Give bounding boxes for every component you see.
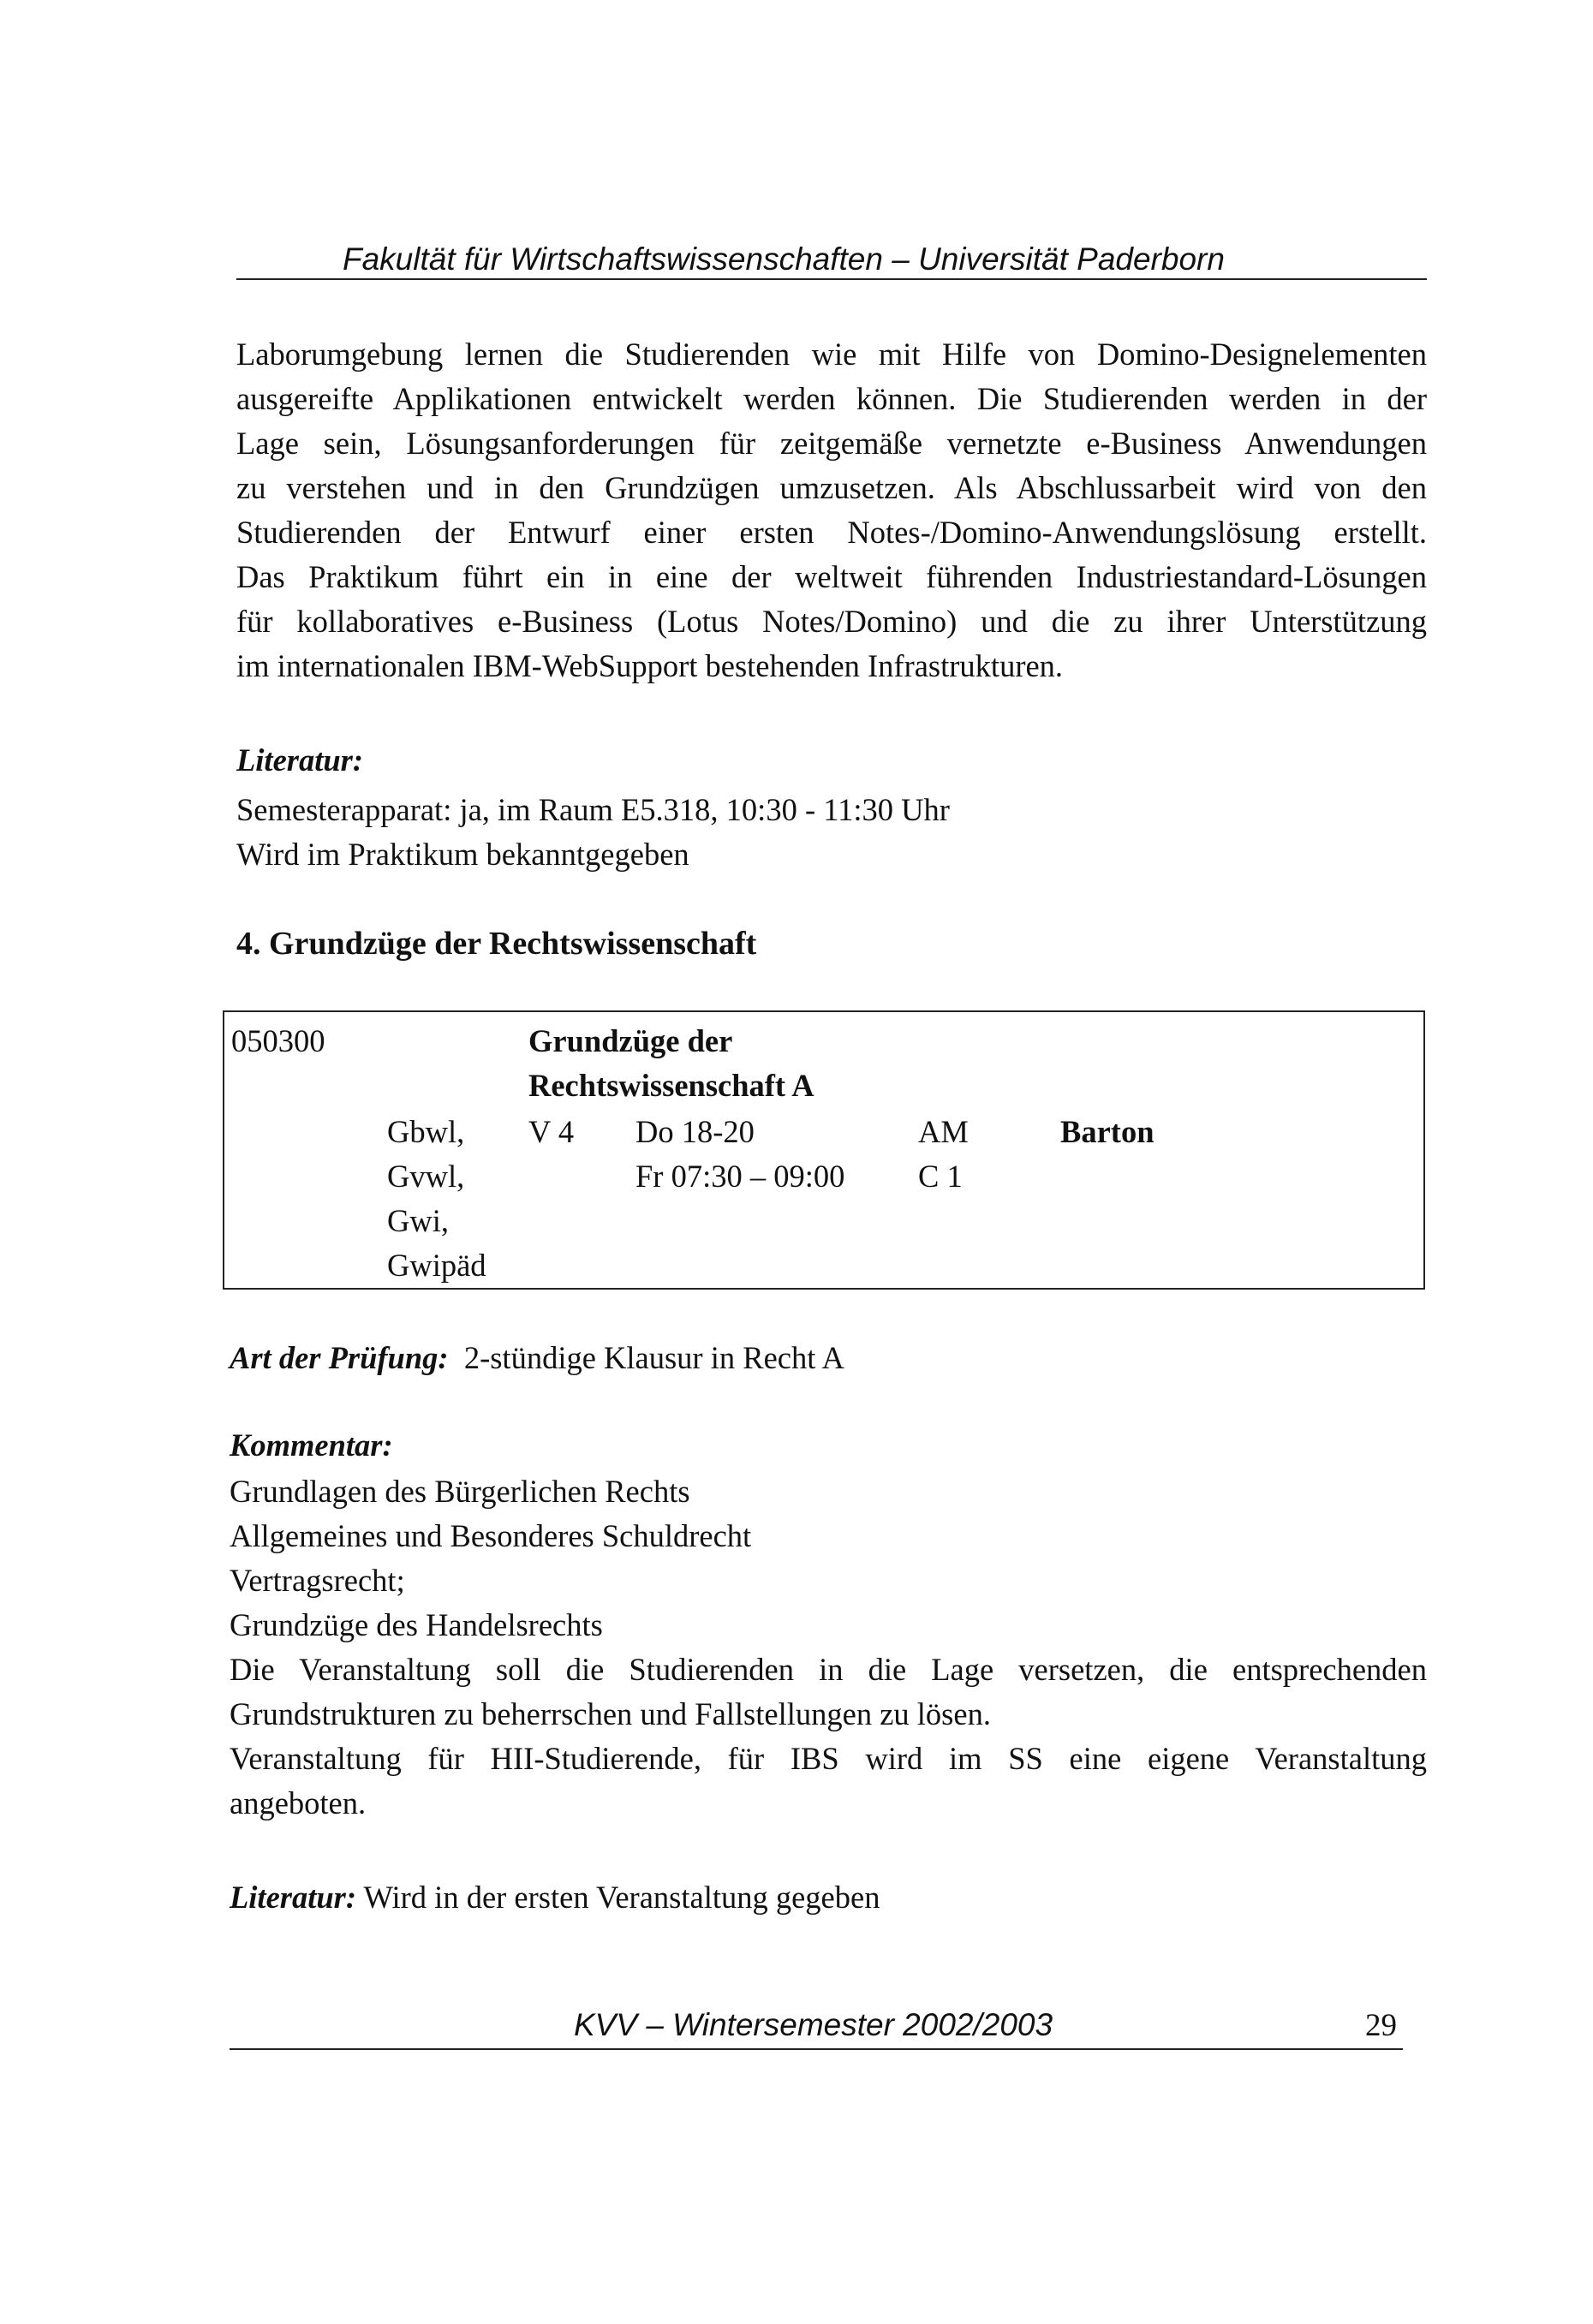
course-title: Rechtswissenschaft A — [528, 1068, 814, 1103]
intro-line: im internationalen IBM-WebSupport bestehenden Infrastrukturen. — [236, 648, 1064, 683]
kommentar-line: angeboten. — [230, 1785, 367, 1820]
literatur-line: Semesterapparat: ja, im Raum E5.318, 10:30 - 11:30 Uhr — [236, 792, 950, 827]
course-program: Gwipäd — [387, 1248, 486, 1283]
footer-rule — [230, 2048, 1403, 2050]
intro-paragraph — [236, 332, 1427, 688]
intro-line: Lage sein, Lösungsanforderungen für zeitgemäße vernetzte e-Business Anwendungen — [236, 426, 1427, 461]
literatur2-value: Wird in der ersten Veranstaltung gegeben — [363, 1880, 880, 1915]
course-program: Gvwl, — [387, 1159, 465, 1194]
literatur-label: Literatur: — [236, 742, 364, 778]
literatur-line: Wird im Praktikum bekanntgegeben — [236, 837, 689, 872]
page-number: 29 — [1365, 2008, 1397, 2043]
kommentar-line: Allgemeines und Besonderes Schuldrecht — [230, 1518, 752, 1553]
kommentar-label: Kommentar: — [230, 1427, 393, 1463]
kommentar-paragraph — [230, 1648, 1427, 1826]
kommentar-line: Grundzüge des Handelsrechts — [230, 1607, 603, 1642]
course-room: AM — [918, 1114, 969, 1149]
kommentar-line: Grundlagen des Bürgerlichen Rechts — [230, 1474, 690, 1509]
course-number: 050300 — [231, 1023, 325, 1058]
literatur2-line — [230, 1875, 880, 1920]
exam-line — [230, 1336, 844, 1380]
kommentar-line: Die Veranstaltung soll die Studierenden in die Lage versetzen, die entsprechenden — [230, 1652, 1427, 1687]
course-time: Fr 07:30 – 09:00 — [635, 1159, 845, 1194]
intro-line: Das Praktikum führt ein in eine der weltweit führenden Industriestandard-Lösungen — [236, 559, 1427, 594]
intro-line: zu verstehen und in den Grundzügen umzusetzen. Als Abschlussarbeit wird von den — [236, 470, 1427, 505]
intro-line: ausgereifte Applikationen entwickelt werden können. Die Studierenden werden in der — [236, 381, 1427, 416]
course-time: Do 18-20 — [635, 1114, 755, 1149]
kommentar-line: Grundstrukturen zu beherrschen und Fallstellungen zu lösen. — [230, 1696, 991, 1731]
course-table — [223, 1010, 1425, 1290]
course-type: V 4 — [528, 1114, 575, 1149]
course-lecturer: Barton — [1060, 1114, 1154, 1149]
course-program: Gwi, — [387, 1203, 449, 1238]
exam-label: Art der Prüfung: — [230, 1340, 449, 1375]
page-header: Fakultät für Wirtschaftswissenschaften – Universität Paderborn — [343, 241, 1225, 277]
intro-line: für kollaboratives e-Business (Lotus Notes/Domino) und die zu ihrer Unterstützung — [236, 604, 1427, 639]
intro-line: Studierenden der Entwurf einer ersten Notes-/Domino-Anwendungslösung erstellt. — [236, 515, 1427, 550]
course-program: Gbwl, — [387, 1114, 465, 1149]
course-title: Grundzüge der — [528, 1023, 733, 1058]
section-heading: 4. Grundzüge der Rechtswissenschaft — [236, 926, 757, 962]
exam-value: 2-stündige Klausur in Recht A — [463, 1340, 844, 1375]
course-room: C 1 — [918, 1159, 963, 1194]
page-footer: KVV – Wintersemester 2002/2003 — [574, 2007, 1053, 2042]
kommentar-line: Veranstaltung für HII-Studierende, für IBS wird im SS eine eigene Veranstaltung — [230, 1741, 1427, 1776]
intro-line: Laborumgebung lernen die Studierenden wie mit Hilfe von Domino-Designelementen — [236, 337, 1427, 372]
literatur2-label: Literatur: — [230, 1880, 357, 1915]
kommentar-line: Vertragsrecht; — [230, 1563, 405, 1598]
header-rule — [236, 278, 1427, 280]
